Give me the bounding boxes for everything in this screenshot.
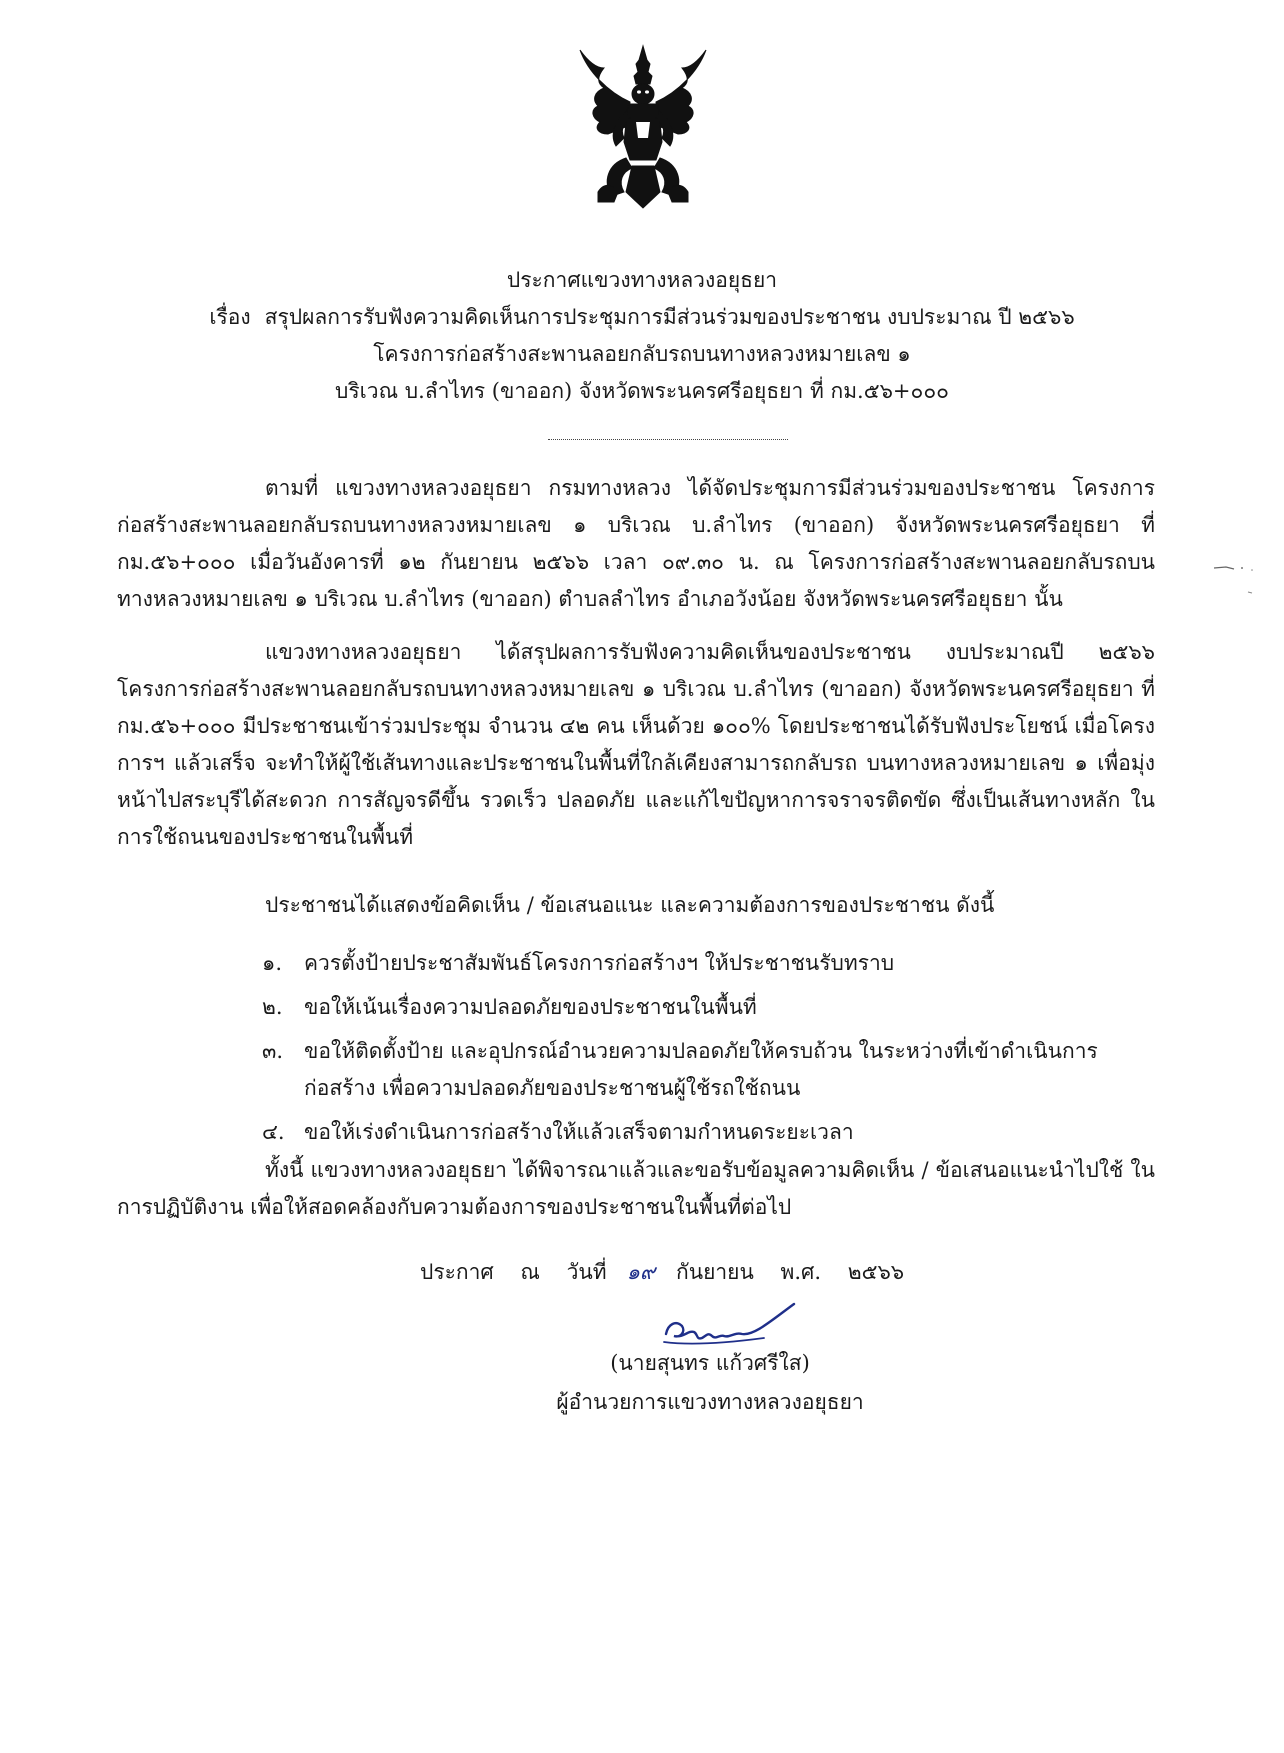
announce-at: ณ bbox=[520, 1260, 540, 1284]
announcement-title: ประกาศแขวงทางหลวงอยุธยา bbox=[506, 268, 778, 292]
paragraph-comments-intro: ประชาชนได้แสดงข้อคิดเห็น / ข้อเสนอแนะ และความต้องการของประชาชน ดังนี้ bbox=[265, 893, 995, 917]
announcement-date-line bbox=[420, 1254, 924, 1291]
subject-text: สรุปผลการรับฟังความคิดเห็นการประชุมการมีส่วนร่วมของประชาชน งบประมาณ ปี ๒๕๖๖ bbox=[264, 305, 1075, 329]
list-item-number: ๔. bbox=[262, 1120, 285, 1144]
signer-name: (นายสุนทร แก้วศรีใส) bbox=[610, 1351, 810, 1375]
list-item-text: ขอให้ติดตั้งป้าย และอุปกรณ์อำนวยความปลอดภัยให้ครบถ้วน ในระหว่างที่เข้าดำเนินการ ก่อสร้าง เพื่อความปลอดภัยของประชาชนผู้ใช้รถใช้ถนน bbox=[304, 1039, 1098, 1100]
header-divider bbox=[548, 439, 788, 440]
list-item-text: ขอให้เร่งดำเนินการก่อสร้างให้แล้วเสร็จตามกำหนดระยะเวลา bbox=[304, 1120, 854, 1144]
list-item-number: ๑. bbox=[262, 951, 283, 975]
paragraph-summary: แขวงทางหลวงอยุธยา ได้สรุปผลการรับฟังความคิดเห็นของประชาชน งบประมาณปี ๒๕๖๖ โครงการก่อสร้างสะพานลอยกลับรถบนทางหลวงหมายเลข ๑ บริเวณ บ.ลำไทร (ขาออก) จังหวัดพระนครศรีอยุธยา ที่ กม.๕๖+๐๐๐ มีประชาชนเข้าร่วมประชุม จำนวน ๔๒ คน เห็นด้วย ๑๐๐% โดยประชาชนได้รับฟังประโยชน์ เมื่อโครงการฯ แล้วเสร็จ จะทำให้ผู้ใช้เส้นทางและประชาชนในพื้นที่ใกล้เคียงสามารถกลับรถ บนทางหลวงหมายเลข ๑ เพื่อมุ่งหน้าไปสระบุรีได้สะดวก การสัญจรดีขึ้น รวดเร็ว ปลอดภัย และแก้ไขปัญหาการจราจรติดขัด ซึ่งเป็นเส้นทางหลัก ในการใช้ถนนของประชาชนในพื้นที่ bbox=[117, 640, 1155, 849]
list-item-text: ควรตั้งป้ายประชาสัมพันธ์โครงการก่อสร้างฯ ให้ประชาชนรับทราบ bbox=[304, 951, 895, 975]
announce-day: ๑๙ bbox=[626, 1260, 656, 1284]
announce-year: ๒๕๖๖ bbox=[847, 1260, 905, 1284]
paragraph-background: ตามที่ แขวงทางหลวงอยุธยา กรมทางหลวง ได้จัดประชุมการมีส่วนร่วมของประชาชน โครงการก่อสร้างสะพานลอยกลับรถบนทางหลวงหมายเลข ๑ บริเวณ บ.ลำไทร (ขาออก) จังหวัดพระนครศรีอยุธยา ที่ กม.๕๖+๐๐๐ เมื่อวันอังคารที่ ๑๒ กันยายน ๒๕๖๖ เวลา ๐๙.๓๐ น. ณ โครงการก่อสร้างสะพานลอยกลับรถบนทางหลวงหมายเลข ๑ บริเวณ บ.ลำไทร (ขาออก) ตำบลลำไทร อำเภอวังน้อย จังหวัดพระนครศรีอยุธยา นั้น bbox=[117, 476, 1155, 611]
location-line: บริเวณ บ.ลำไทร (ขาออก) จังหวัดพระนครศรีอยุธยา ที่ กม.๕๖+๐๐๐ bbox=[335, 379, 949, 403]
list-item bbox=[262, 945, 1122, 982]
project-line: โครงการก่อสร้างสะพานลอยกลับรถบนทางหลวงหมายเลข ๑ bbox=[373, 342, 911, 366]
scan-speck-icon bbox=[1212, 562, 1262, 602]
announce-month: กันยายน bbox=[676, 1260, 754, 1284]
list-item-text: ขอให้เน้นเรื่องความปลอดภัยของประชาชนในพื้นที่ bbox=[304, 995, 757, 1019]
comments-list bbox=[262, 945, 1122, 1158]
garuda-emblem-icon bbox=[568, 42, 718, 212]
document-header bbox=[100, 262, 1184, 410]
subject-prefix: เรื่อง bbox=[209, 305, 251, 329]
list-item bbox=[262, 1033, 1122, 1107]
subject-line bbox=[100, 299, 1184, 336]
list-item-number: ๒. bbox=[262, 995, 283, 1019]
signer-title: ผู้อำนวยการแขวงทางหลวงอยุธยา bbox=[556, 1390, 864, 1414]
announce-day-label: วันที่ bbox=[566, 1260, 607, 1284]
announce-era: พ.ศ. bbox=[780, 1260, 822, 1284]
list-item bbox=[262, 989, 1122, 1026]
announce-word: ประกาศ bbox=[420, 1260, 494, 1284]
list-item bbox=[262, 1114, 1122, 1151]
paragraph-conclusion: ทั้งนี้ แขวงทางหลวงอยุธยา ได้พิจารณาแล้วและขอรับข้อมูลความคิดเห็น / ข้อเสนอแนะนำไปใช้ ในการปฏิบัติงาน เพื่อให้สอดคล้องกับความต้องการของประชาชนในพื้นที่ต่อไป bbox=[117, 1158, 1155, 1219]
list-item-number: ๓. bbox=[262, 1039, 284, 1063]
